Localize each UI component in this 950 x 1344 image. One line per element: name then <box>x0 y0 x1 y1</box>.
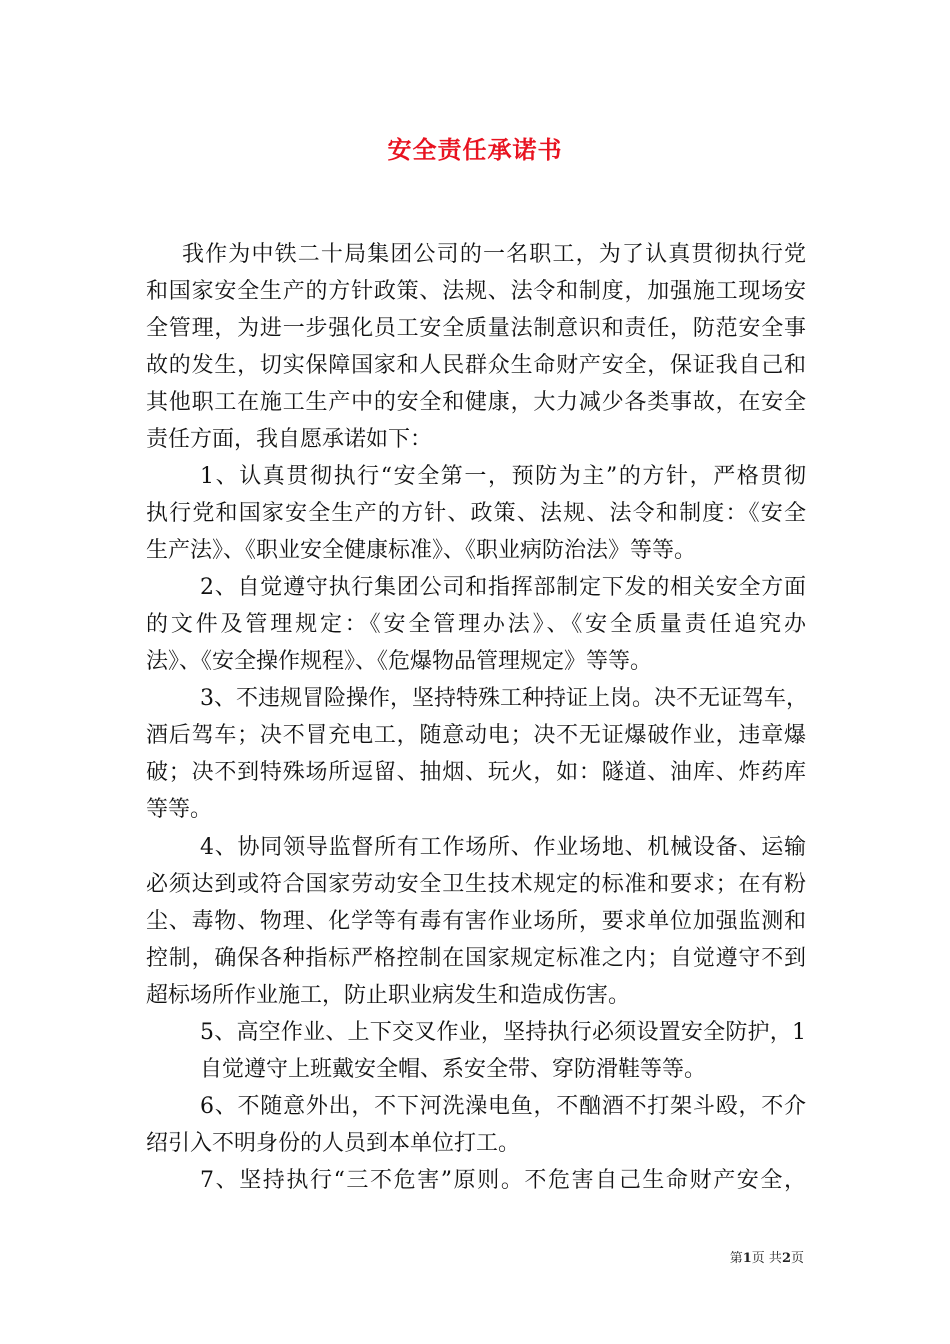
paragraph-line: 5、高空作业、上下交叉作业，坚持执行必须设置安全防护，1 <box>200 1020 806 1045</box>
paragraph-line: 我作为中铁二十局集团公司的一名职工，为了认真贯彻执行党 <box>182 242 806 267</box>
footer-page-number: 1 <box>742 1251 752 1266</box>
paragraph-line: 尘、毒物、物理、化学等有毒有害作业场所，要求单位加强监测和 <box>146 909 806 934</box>
paragraph-line: 超标场所作业施工，防止职业病发生和造成伤害。 <box>146 983 631 1008</box>
paragraph-line: 绍引入不明身份的人员到本单位打工。 <box>146 1131 521 1156</box>
paragraph-line: 其他职工在施工生产中的安全和健康，大力减少各类事故，在安全 <box>146 390 806 415</box>
paragraph-line: 1、认真贯彻执行“安全第一，预防为主”的方针，严格贯彻 <box>200 464 806 489</box>
paragraph-line: 酒后驾车；决不冒充电工，随意动电；决不无证爆破作业，违章爆 <box>146 723 806 748</box>
paragraph-line: 和国家安全生产的方针政策、法规、法令和制度，加强施工现场安 <box>146 279 806 304</box>
paragraph-line: 的文件及管理规定：《安全管理办法》、《安全质量责任追究办 <box>146 612 806 637</box>
footer-middle: 页 共 <box>751 1251 782 1266</box>
paragraph-line: 7、坚持执行“三不危害”原则。不危害自己生命财产安全， <box>200 1168 806 1193</box>
page-footer <box>730 1250 804 1268</box>
footer-total-pages: 2 <box>781 1251 791 1266</box>
paragraph-line: 必须达到或符合国家劳动安全卫生技术规定的标准和要求；在有粉 <box>146 872 806 897</box>
paragraph-line: 3、不违规冒险操作，坚持特殊工种持证上岗。决不无证驾车， <box>200 686 808 711</box>
paragraph-line: 6、不随意外出，不下河洗澡电鱼，不酗酒不打架斗殴，不介 <box>200 1094 806 1119</box>
paragraph-line: 法》、《安全操作规程》、《危爆物品管理规定》等等。 <box>146 649 653 674</box>
paragraph-line: 生产法》、《职业安全健康标准》、《职业病防治法》等等。 <box>146 538 697 563</box>
paragraph-line: 故的发生，切实保障国家和人民群众生命财产安全，保证我自己和 <box>146 353 806 378</box>
paragraph-line: 自觉遵守上班戴安全帽、系安全带、穿防滑鞋等等。 <box>200 1057 707 1082</box>
paragraph-line: 4、协同领导监督所有工作场所、作业场地、机械设备、运输 <box>200 835 806 860</box>
paragraph-line: 执行党和国家安全生产的方针、政策、法规、法令和制度：《安全 <box>146 501 806 526</box>
footer-suffix: 页 <box>790 1251 804 1266</box>
paragraph-line: 责任方面，我自愿承诺如下： <box>146 427 433 452</box>
paragraph-line: 控制，确保各种指标严格控制在国家规定标准之内；自觉遵守不到 <box>146 946 806 971</box>
paragraph-line: 全管理，为进一步强化员工安全质量法制意识和责任，防范安全事 <box>146 316 806 341</box>
paragraph-line: 2、自觉遵守执行集团公司和指挥部制定下发的相关安全方面 <box>200 575 806 600</box>
footer-prefix: 第 <box>729 1251 743 1266</box>
document-title: 安全责任承诺书 <box>387 135 563 164</box>
paragraph-line: 破；决不到特殊场所逗留、抽烟、玩火，如：隧道、油库、炸药库 <box>146 760 806 785</box>
paragraph-line: 等等。 <box>146 797 213 822</box>
